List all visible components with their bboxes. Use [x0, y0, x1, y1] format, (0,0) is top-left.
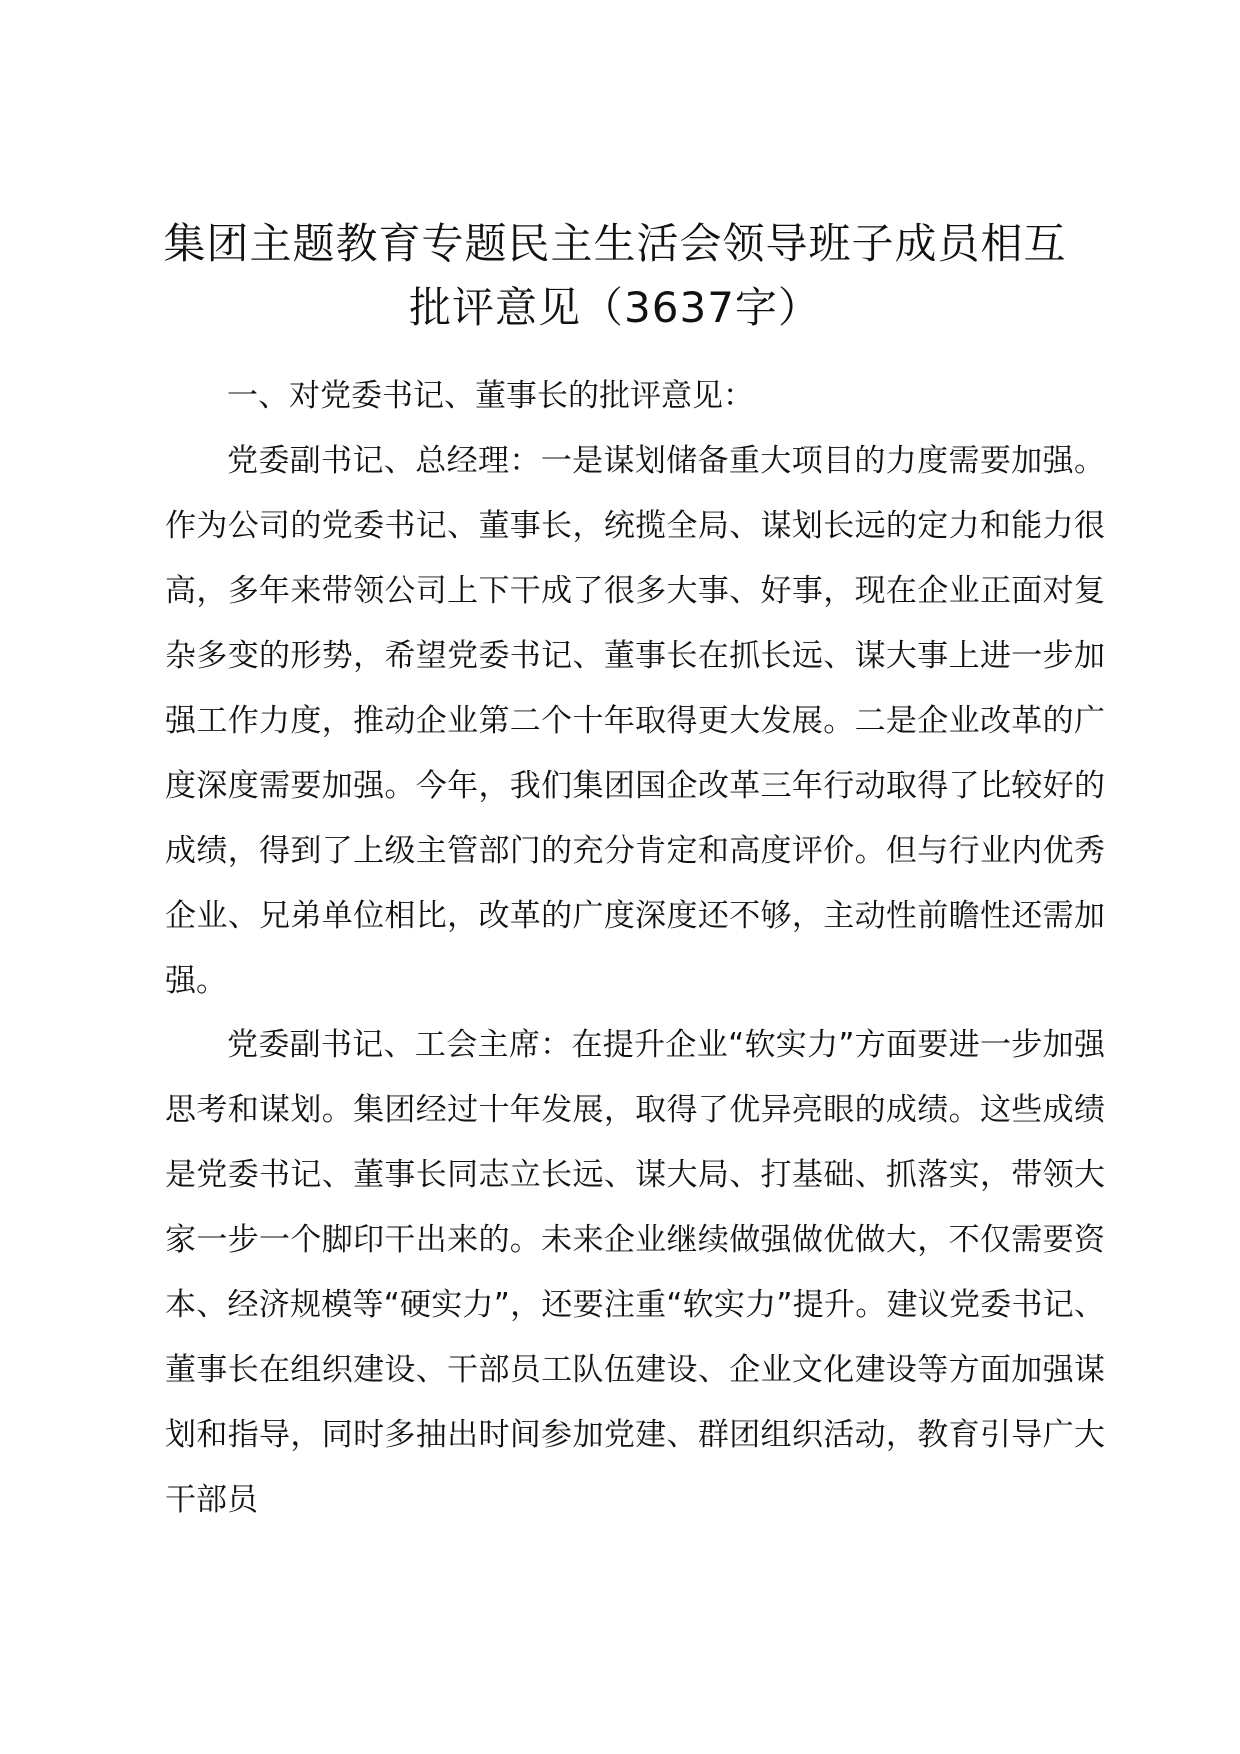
document-title: 集团主题教育专题民主生活会领导班子成员相互批评意见（3637字）	[163, 219, 1067, 332]
section-heading: 一、对党委书记、董事长的批评意见：	[227, 378, 754, 414]
paragraph-2: 党委副书记、工会主席：在提升企业“软实力”方面要进一步加强思考和谋划。集团经过十年发展，取得了优异亮眼的成绩。这些成绩是党委书记、董事长同志立长远、谋大局、打基础、抓落实，带领大家一步一个脚印干出来的。未来企业继续做强做优做大，不仅需要资本、经济规模等“硬实力”，还要注重“软实力”提升。建议党委书记、董事长在组织建设、干部员工队伍建设、企业文化建设等方面加强谋划和指导，同时多抽出时间参加党建、群团组织活动，教育引导广大干部员	[165, 1027, 1105, 1518]
paragraph-1: 党委副书记、总经理：一是谋划储备重大项目的力度需要加强。作为公司的党委书记、董事长，统揽全局、谋划长远的定力和能力很高，多年来带领公司上下干成了很多大事、好事，现在企业正面对复杂多变的形势，希望党委书记、董事长在抓长远、谋大事上进一步加强工作力度，推动企业第二个十年取得更大发展。二是企业改革的广度深度需要加强。今年，我们集团国企改革三年行动取得了比较好的成绩，得到了上级主管部门的充分肯定和高度评价。但与行业内优秀企业、兄弟单位相比，改革的广度深度还不够，主动性前瞻性还需加强。	[165, 443, 1105, 999]
